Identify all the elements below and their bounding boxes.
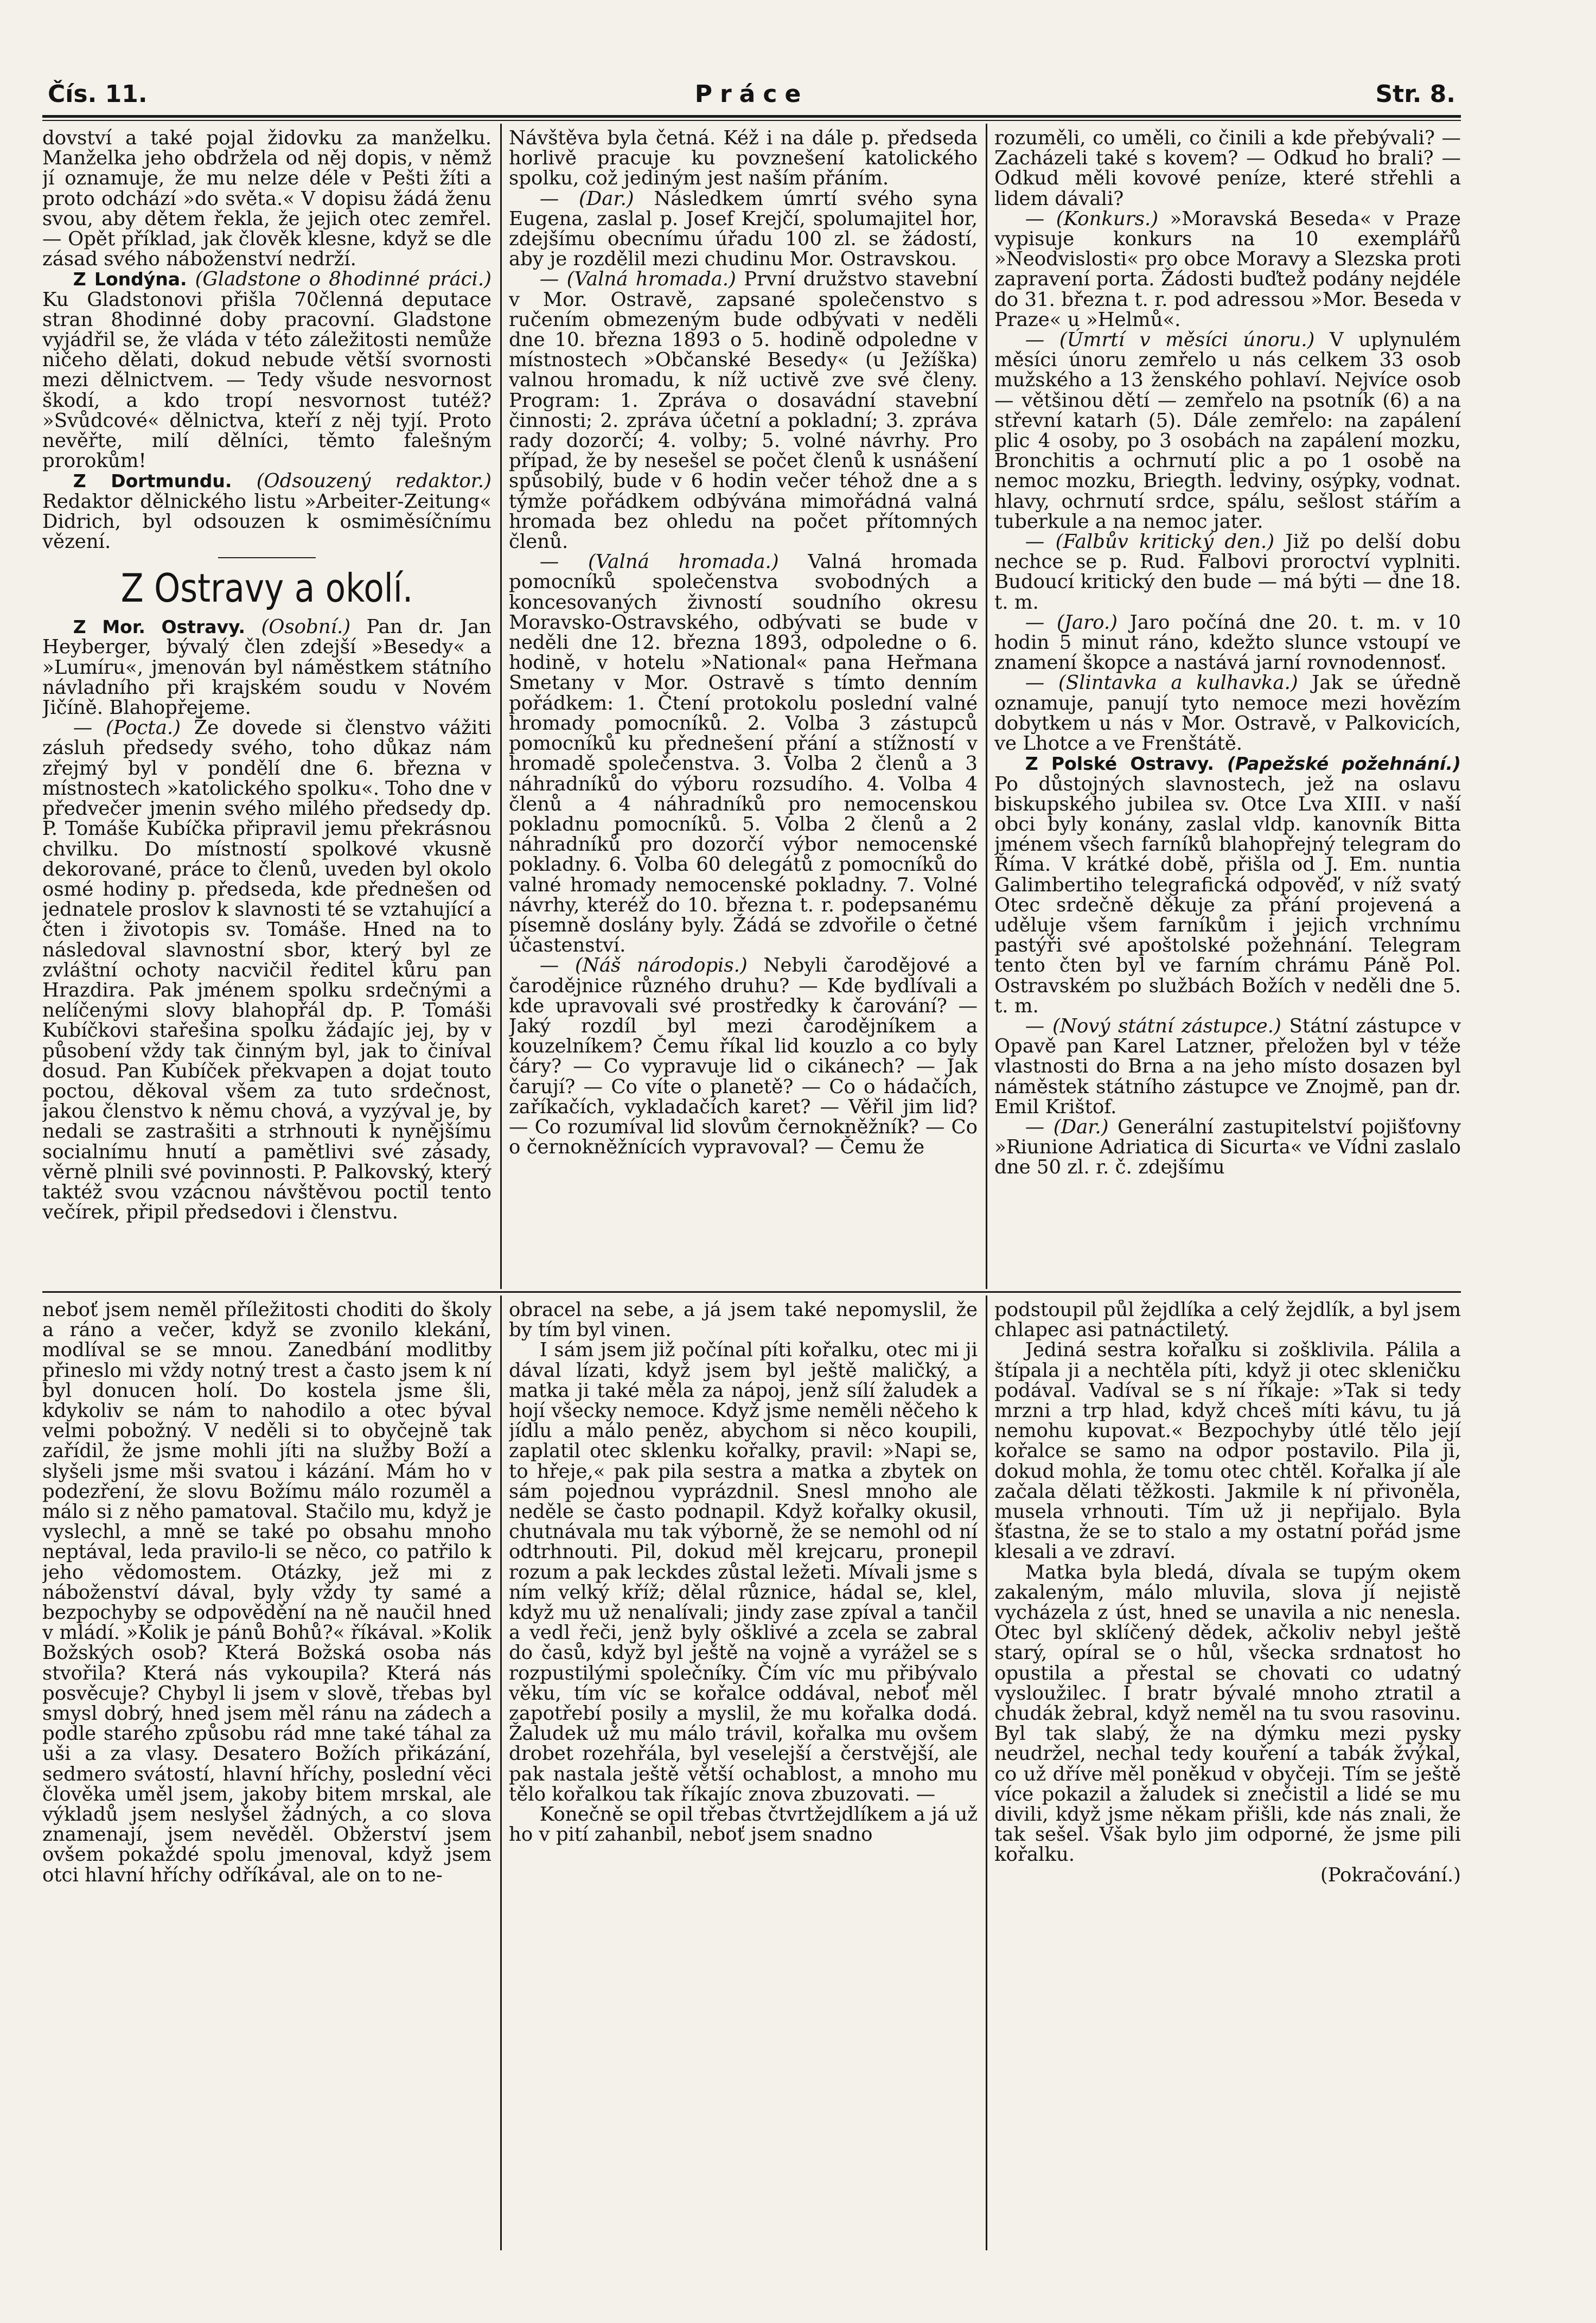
feuilleton-text: Jediná sestra kořalku si zošklivila. Pálila a štípala ji a nechtěla píti, když ji otec skleničku podával. Vadíval se s ní říkaje: »Tak si tedy mrzni a trp hlad, když chceš míti kávu, tu já nemohu kupovat.« Bezpochyby útlé tělo její kořalce se samo na odpor postavilo. Pila ji, dokud mohla, že tomu otec chtěl. Kořalka jí ale začala dělati těžkosti. Jakmile k ní přivoněla, musela vrhnouti. Tím už ji nepřijalo. Byla šťastna, že se to stalo a my ostatní pořád jsme klesali a ve zdraví.	[994, 1339, 1461, 1563]
column-divider	[986, 1295, 987, 2250]
news-text: »Moravská Beseda« v Praze vypisuje konkurs na 10 exemplářů »Neodvislosti« pro obce Moravy a Slezska proti zapravení porta. Žádosti buďtež podány nejdéle do 31. března t. r. pod adressou »Mor. Beseda v Praze« u »Helmů«.	[994, 207, 1461, 331]
feuilleton-text: obracel na sebe, a já jsem také nepomyslil, že by tím byl vinen.	[509, 1300, 978, 1342]
news-dar	[509, 189, 978, 270]
article-continuation: rozuměli, co uměli, co činili a kde přebývali? — Zacházeli také s kovem? — Odkud ho brali? — Odkud měli kovové peníze, které střehli a lidem dávali?	[994, 128, 1461, 210]
separator	[218, 557, 316, 558]
place-heading: Z Polské Ostravy.	[1025, 753, 1214, 775]
column-2	[509, 128, 978, 1289]
news-konkurs	[994, 209, 1461, 330]
news-text: Státní zástupce v Opavě pan Karel Latzner, přeložen byl v téže vlastnosti do Brna a na jeho místo dosazen byl náměstek státního zástupce ve Znojmě, pan dr. Emil Krištof.	[994, 1014, 1461, 1118]
news-narodopis	[509, 955, 978, 1157]
news-title: — (Slintavka a kulhavka.)	[1025, 672, 1298, 694]
news-text: První družstvo stavební v Mor. Ostravě, zapsané společenstvo s ručením obmezeným bude odbývati v neděli dne 10. března 1893 o 5. hodině odpoledne v místnostech »Občanské Besedy« (u Ježíška) valnou hromadu, k níž uctivě zve své členy. Program: 1. Zpráva o dosavádní stavební činnosti; 2. zpráva účetní a pokladní; 3. zpráva rady dozorčí; 4. volby; 5. volné návrhy. Pro případ, že by nesešel se počet členů k usnášení spůsobilý, bude v 6 hodin večer téhož dne a s týmže pořádkem odbývána mimořádná valná hromada bez ohledu na počet přítomných členů.	[509, 268, 978, 553]
news-text: Redaktor dělnického listu »Arbeiter-Zeitung« Didrich, byl odsouzen k osmiměsíčnímu vězení.	[42, 490, 491, 553]
page-header	[42, 80, 1461, 113]
feuilleton-text: neboť jsem neměl příležitosti choditi do školy a ráno a večer, když se zvonilo klekání, modlíval se se mnou. Zanedbání modlitby přineslo mi vždy notný trest a často jsem k ní byl donucen holí. Do kostela jsme šli, kdykoliv se nám to nahodilo a otec býval velmi pobožný. V neděli si to obyčejně tak zařídil, že jsme mohli jíti na služby Boží a slyšeli jsme mši svatou i kázání. Mám ho v podezření, že slovu Božímu málo rozuměl a málo si z něho pamatoval. Stačilo mu, když je vyslechl, a mně se také po obsahu mnoho neptával, leda pravilo-li se něco, co patřilo k jeho vědomostem. Otázky, jež mi z náboženství dával, byly vždy ty samé a bezpochyby se odpovědění na ně naučil hned v mládí. »Kolik je pánů Bohů?« říkával. »Kolik Božských osob? Která Božská osoba nás stvořila? Která nás vykoupila? Která nás posvěcuje? Chybyl li jsem v slově, třebas byl smysl dobrý, hned jsem měl ránu na zádech a podle starého způsobu rád mne také táhal za uši a za vlasy. Desatero Božích přikázání, sedmero svátostí, hlavní hříchy, poslední věci člověka uměl jsem, jakoby bitem mrskal, ale výkladů jsem neslyšel žádných, a co slova znamenají, jsem nevěděl. Obžerství jsem ovšem pokaždé spolu jmenoval, když jsem otci hlavní hříchy odříkával, ale on to ne-	[42, 1300, 491, 1886]
news-text: V uplynulém měsíci únoru zemřelo u nás celkem 33 osob mužského a 13 ženského pohlaví. Nejvíce osob — většinou dětí — zemřelo na psotník (6) a na střevní katarh (5). Dále zemřelo: na zapálení plic 4 osoby, po 3 osobách na zapálení mozku, Bronchitis a ochrnutí plic a po 1 osobě na nemoc mozku, Briegth. ledviny, osýpky, vodnat. hlavy, ochrnutí srdce, spálu, sešlost stářím a tuberkule a na nemoc jater.	[994, 329, 1461, 533]
news-text: Generální zastupitelství pojišťovny »Riunione Adriatica di Sicurta« ve Vídni zaslalo dne 50 zl. r. č. zdejšímu	[994, 1115, 1461, 1179]
news-mor-ostrava	[42, 617, 491, 718]
news-title: — (Dar.)	[1025, 1115, 1109, 1138]
column-divider	[500, 1295, 502, 2250]
news-title: (Papežské požehnání.)	[1227, 753, 1461, 775]
news-text: Po důstojných slavnostech, jež na oslavu biskupského jubilea sv. Otce Lva XIII. v naší obci byly konány, zaslal vldp. kanovník Bitta jménem všech farníků blahopřejný telegram do Říma. V krátké době, přišla od J. Em. nuntia Galimbertiho telegrafická odpověď, v níž svatý Otec srdečně děkuje za přání projevená a uděluje všem farníkům i jejich vrchnímu pastýři své apoštolské požehnání. Telegram tento čten byl ve farním chrámu Páně Pol. Ostravském po službách Božích v neděli dne 5. t. m.	[994, 773, 1461, 1017]
news-jaro	[994, 612, 1461, 673]
column-divider	[986, 124, 987, 1289]
news-title: — (Nový státní zástupce.)	[1025, 1014, 1281, 1037]
feuilleton-text: Konečně se opil třebas čtvrtžejdlíkem a já už ho v pití zahanbil, neboť jsem snadno	[509, 1803, 978, 1846]
news-text: Nebyli čarodějové a čarodějnice různého druhu? — Kde bydlívali a kde upravovali své prostředky k čarování? — Jaký rozdíl byl mezi čarodějníkem a kouzelníkem? Čemu říkal lid kouzlo a co byly čáry? — Co vypravuje lid o cikánech? — Jak čarují? — Co víte o planetě? — Co o hádačích, zaříkačích, vykladačích karet? — Věřil jim lid? — Co rozumíval lid slovům černokněžník? — Co o černokněžnících vypravoval? — Čemu že	[509, 954, 978, 1159]
news-umrti	[994, 330, 1461, 532]
header-rule-thick	[42, 115, 1461, 118]
news-title: (Gladstone o 8hodinné práci.)	[195, 268, 491, 291]
place-heading: Z Dortmundu.	[73, 470, 232, 492]
news-text: Jaro počíná dne 20. t. m. v 10 hodin 5 minut ráno, kdežto slunce vstoupí ve znamení škopce a nastává jarní rovnodennosť.	[994, 611, 1461, 674]
feuilleton-text: podstoupil půl žejdlíka a celý žejdlík, a byl jsem chlapec asi patnáctiletý.	[994, 1300, 1461, 1342]
feuilleton-column-3	[994, 1300, 1461, 2255]
feuilleton-column-1	[42, 1300, 491, 2255]
news-pocta	[42, 718, 491, 1222]
article-continuation: dovství a také pojal židovku za manželku. Manželka jeho obdržela od něj dopis, v němž jí oznamuje, že mu nelze déle v Pešti žíti a proto odchází »do světa.« V dopisu žádá ženu svou, aby dětem řekla, že jejich otec zemřel. — Opět příklad, jak člověk klesne, když se dle zásad svého náboženství nedrží.	[42, 128, 491, 271]
feuilleton-divider	[42, 1291, 1461, 1293]
news-zastupce	[994, 1016, 1461, 1117]
feuilleton-text: I sám jsem již počínal píti kořalku, otec mi ji dával lízati, když jsem byl ještě maličký, a matka ji také měla za nápoj, jenž sílí žaludek a hojí všecky nemoce. Když jsme neměli něčeho k jídlu a málo peněz, abychom si něco koupili, zaplatil otec sklenku kořalky, pravil: »Napi se, to hřeje,« pak pila sestra a matka a zbytek on sám pojednou vyprázdnil. Snesl mnoho ale neděle se často podnapil. Když kořalky okusil, chutnávala mu tak výborně, že se nemohl od ní odtrhnouti. Pil, dokud měl krejcaru, pronepil rozum a pak leckdes zůstal ležeti. Mívali jsme s ním velký kříž; dělal různice, hádal se, klel, když mu už nenalívali; jindy zase zpíval a tančil a vedl řeči, jenž byly ošklivé a zcela se zabral do časů, když byl ještě na vojně a vyrážel se s rozpustilými společníky. Čím víc mu přibývalo věku, tím víc se kořalce oddával, neboť měl zapotřebí posily a myslil, že mu kořalka dodá. Žaludek už mu málo trávil, kořalka mu ovšem drobet rozehřála, byl veselejší a čerstvější, ale pak nastala ještě větší ochablost, a mnoho mu tělo kořalkou tak říkajíc znova zbuzovati. —	[509, 1339, 978, 1805]
continuation-note: (Pokračování.)	[1320, 1863, 1461, 1886]
news-londyn	[42, 269, 491, 471]
news-text: Valná hromada pomocníků společenstva svobodných a koncesovaných živností soudního okresu Moravsko-Ostravského, odbývati se bude v neděli dne 12. března 1893, odpoledne o 6. hodině, v hotelu »National« pana Heřmana Smetany v Mor. Ostravě s tímto denním pořádkem: 1. Čtení protokolu poslední valné hromady pomocníků. 2. Volba 3 zástupců pomocníků ku přednešení přání a stížností v hromadě společenstva. 3. Volba 2 členů a 3 náhradníků do výboru rozsudího. 4. Volba 4 členů a 4 náhradníků pro nemocenskou pokladnu pomocníků. 5. Volba 2 členů a 2 náhradníků pro dozorčí výbor nemocenské pokladny. 6. Volba 60 delegátů z pomocníků do valné hromady nemocenské pokladny. 7. Volné návrhy, kteréž do 10. března t. r. podepsanému písemně doslány byly. Žádá se zdvořile o četné účastenství.	[509, 551, 978, 957]
news-polska-ostrava	[994, 754, 1461, 1016]
news-valna-hromada-1	[509, 269, 978, 552]
section-heading: Z Ostravy a okolí.	[120, 565, 413, 611]
column-1	[42, 128, 491, 1289]
news-title: — (Dar.)	[539, 187, 634, 210]
feuilleton-text: Matka byla bledá, dívala se tupým okem zakaleným, málo mluvila, slova jí nejistě vycházela z úst, hned se unavila a nic nenesla. Otec byl sklíčený dědek, ačkoliv nebyl ještě starý, opíral se o hůl, všecka srdnatost ho opustila a přestal se chovati co udatný vysloužilec. I bratr bývalé mnoho ztratil a chudák žebral, když neměl na tu svou rasovinu. Byl tak slabý, že na dýmku mezi pysky neudržel, nechal tedy kouření a tabák žvýkal, co už dříve měl poněkud v obyčeji. Tím se ještě více pokazil a žaludek si znečistil a lidé se mu divili, když jsme někam přišli, kde nás znali, že tak sešel. Však bylo jim odporné, že jsme pili kořalku.	[994, 1561, 1461, 1866]
newspaper-title: Práce	[694, 80, 809, 108]
news-title: — (Valná hromada.)	[539, 551, 779, 573]
news-text: Jak se úředně oznamuje, panují tyto nemoce mezi hovězím dobytkem u nás v Mor. Ostravě, v Palkovicích, ve Lhotce a ve Frenštátě.	[994, 672, 1461, 755]
column-divider	[500, 124, 502, 1289]
news-text: Pan dr. Jan Heyberger, bývalý člen zdejší »Besedy« a »Lumíru«, jmenován byl náměstkem státního návladního při krajském soudu v Novém Jičíně. Blahopřejeme.	[42, 616, 491, 719]
news-valna-hromada-2	[509, 552, 978, 955]
feuilleton-column-2	[509, 1300, 978, 2255]
news-dortmund	[42, 471, 491, 552]
news-title: — (Konkurs.)	[1025, 207, 1159, 230]
article-continuation: Návštěva byla četná. Kéž i na dále p. předseda horlivě pracuje ku povznešení katolického spolku, což jediným jest naším přáním.	[509, 128, 978, 190]
news-title: — (Úmrtí v měsíci únoru.)	[1025, 329, 1315, 352]
news-dar-2	[994, 1117, 1461, 1178]
column-3	[994, 128, 1461, 1289]
news-text: Následkem úmrtí svého syna Eugena, zaslal p. Josef Krejčí, spolumajitel hor, zdejšímu obecnímu úřadu 100 zl. se žádostí, aby je rozdělil mezi chudinu Mor. Ostravskou.	[509, 187, 978, 271]
news-text: Již po delší dobu nechce se p. Rud. Falbovi proroctví vyplniti. Budoucí kritický den bude — má býti — dne 18. t. m.	[994, 531, 1461, 614]
news-title: — (Valná hromada.)	[539, 268, 736, 291]
news-title: (Odsouzený redaktor.)	[256, 470, 491, 493]
page-number: Str. 8.	[1375, 80, 1455, 108]
news-title: — (Pocta.)	[73, 717, 181, 739]
news-slintavka	[994, 673, 1461, 754]
news-text: Ku Gladstonovi přišla 70členná deputace stran 8hodinné doby pracovní. Gladstone vyjádřil se, že vláda v této záležitosti nemůže ničeho dělati, dokud nebude větší svornosti mezi dělnictvem. — Tedy všude nesvornost škodí, a kdo tropí nesvornost tutéž? »Svůdcové« dělnictva, kteří z něj tyjí. Proto nevěřte, milí dělníci, těmto falešným prorokům!	[42, 288, 491, 473]
issue-number: Čís. 11.	[48, 80, 148, 108]
news-title: — (Jaro.)	[1025, 611, 1118, 634]
news-title: (Osobní.)	[261, 616, 351, 639]
header-rule-thin	[42, 120, 1461, 121]
news-title: — (Náš národopis.)	[539, 954, 748, 977]
news-falb	[994, 532, 1461, 612]
place-heading: Z Londýna.	[73, 269, 187, 290]
news-title: — (Falbův kritický den.)	[1025, 531, 1275, 553]
news-text: Že dovede si členstvo vážiti zásluh předsedy svého, toho důkaz nám zřejmý byl v pondělí dne 6. března v místnostech »katolického spolku«. Toho dne v předvečer jmenin svého milého předsedy dp. P. Tomáše Kubíčka připravil jemu překrásnou chvilku. Do místností spolkové vkusně dekorované, práce to členů, uveden byl okolo osmé hodiny p. předseda, kde přednešen od jednatele proslov k slavnosti té se vztahující a čten i životopis sv. Tomáše. Hned na to následoval slavnostní sbor, který byl ze zvláštní ochoty nacvičil ředitel kůru pan Hrazdira. Pak jménem spolku srdečnými a nelíčenými slovy blahopřál dp. P. Tomáši Kubíčkovi stařešina spolku žádajíc jej, by v působení vždy tak činným byl, jak to činíval dosud. Pan Kubíček překvapen a dojat touto poctou, děkoval všem za tuto srdečnost, jakou členstvo k němu chová, a vyzýval je, by nedali se zastrašiti a strhnouti k nynějšímu socialnímu hnutí a pamětlivi své zásady, věrně plnili své povinnosti. P. Palkovský, který taktéž svou vzácnou návštěvou poctil tento večírek, připil předsedovi i členstvu.	[42, 717, 491, 1224]
place-heading: Z Mor. Ostravy.	[73, 616, 246, 638]
